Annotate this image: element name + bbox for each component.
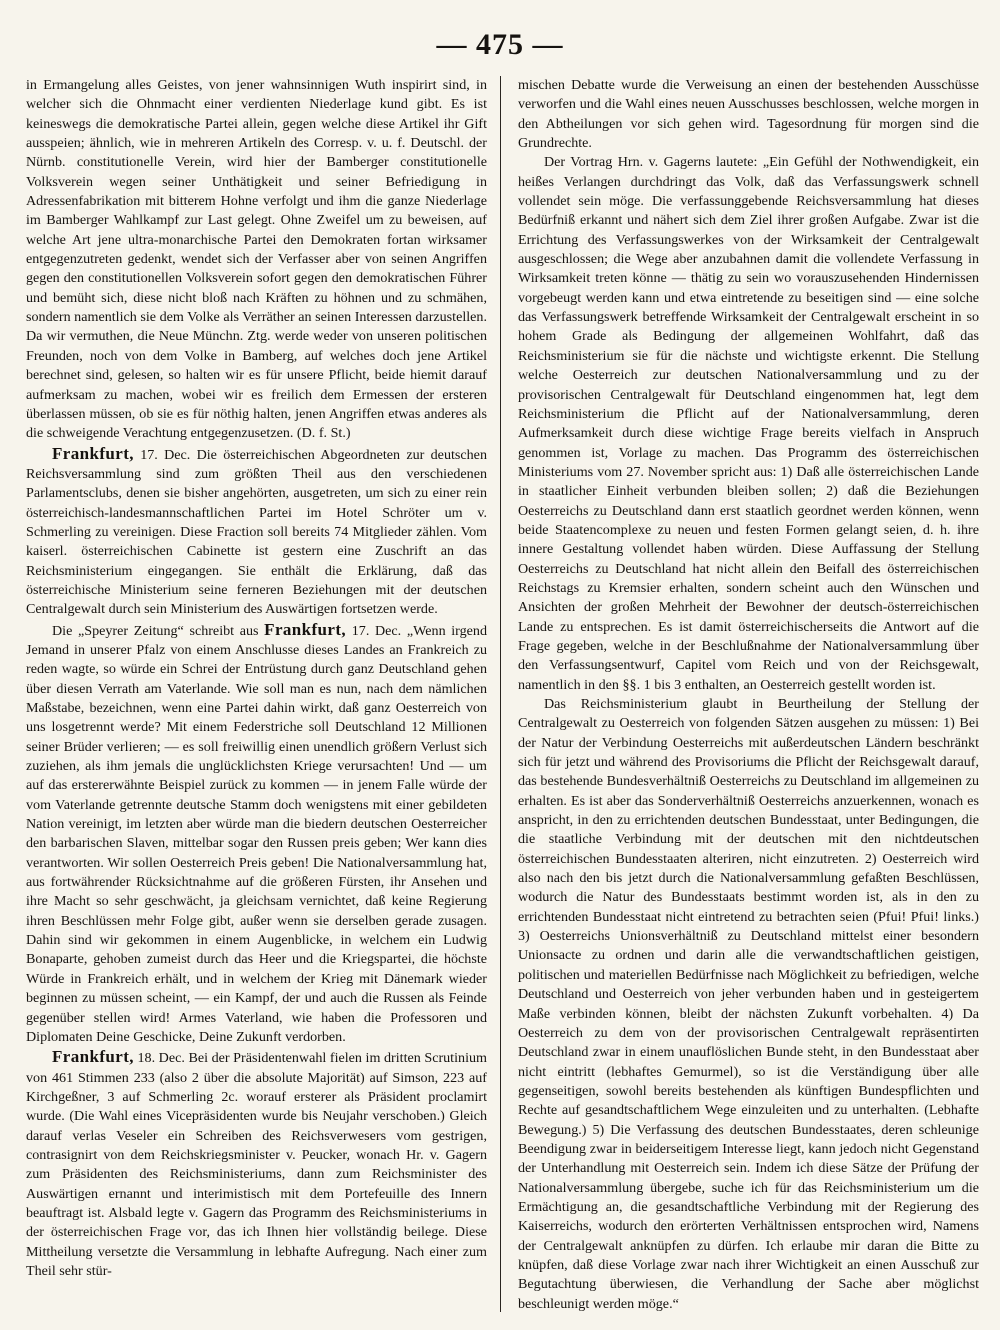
article-text: 17. Dec. Die österreichischen Abgeordneten zur deutschen Reichsversammlung sind zum größten Theil aus den verschiedenen Parlamentsclubs, denen sie bisher angehörten, ausgetreten, um sich zu einer rein österreichisch-landesmannschaftlichen Partei im Hotel Schröter um v. Schmerling zu vereinigen. Diese Fraction soll bereits 74 Mitglieder zählen. Vom kaiserl. österreichischen Cabinette ist gestern eine Zuschrift an das Reichsministerium eingegangen. Sie enthält die Erklärung, daß das österreichische Ministerium seine ferneren Beziehungen mit der deutschen Centralgewalt durch sein Ministerium des Auswärtigen fortsetzen werde. (26, 446, 487, 618)
article-paragraph (26, 444, 487, 620)
column-divider (500, 76, 501, 1312)
article-paragraph (26, 1047, 487, 1281)
article-paragraph: Der Vortrag Hrn. v. Gagerns lautete: „Ein Gefühl der Nothwendigkeit, ein heißes Verlangen durchdringt das Volk, daß das Verfassungswerk schnell vollendet sein möge. Die verfassunggebende Reichsversammlung hat dieses Bedürfniß erkannt und nähert sich dem Ziel ihrer großen Aufgabe. Zwar ist die Errichtung des Verfassungswerkes von der Wirksamkeit der Centralgewalt ausgeschlossen; die Wege aber anzubahnen damit die vollendete Verfassung in Wirksamkeit treten könne — thätig zu sein wo vorauszusehenden Hindernissen vorgebeugt werden kann und etwa eintretende zu beseitigen sind — eine solche das Verfassungswerk betreffende Wirksamkeit der Centralgewalt erscheint in so hohem Grade als Bedingung der allgemeinen Wohlfahrt, daß das Reichsministerium sie für die nächste und wichtigste erkennt. Die Stellung welche Oesterreich zur deutschen Nationalversammlung und zu der provisorischen Centralgewalt für Deutschland eingenommen hat, legt dem Reichsministerium die Pflicht auf der Nationalversammlung, deren Aufmerksamkeit durch diese wichtige Frage bereits vielfach in Anspruch genommen ist, Vorlage zu machen. Das Programm des österreichischen Ministeriums vom 27. November spricht aus: 1) Daß alle österreichischen Lande in staatlicher Einheit verbunden bleiben sollen; 2) daß die Beziehungen Oesterreichs zu Deutschland dann erst staatlich geordnet werden können, wenn beide Staatencomplexe zu neuen und festen Formen gelangt seien, d. h. ihre innere Gestaltung vollendet haben würden. Diese Auffassung der Stellung Oesterreichs zu Deutschland hat nicht allein den Beifall des österreichischen Reichstags zu Kremsier erhalten, sondern scheint auch den Wünschen und Ansichten der großen Mehrheit der Bewohner der deutsch-österreichischen Lande zu entsprechen. Es ist damit österreichischerseits die Antwort auf die Frage gegeben, welche in der Beschlußnahme der Nationalversammlung über den Verfassungsentwurf, Capitel vom Reich und von der Reichsgewalt, namentlich in den §§. 1 bis 3 enthalten, an Oesterreich gestellt worden ist. (518, 154, 979, 693)
dateline-place: Frankfurt, (52, 1047, 134, 1067)
page-number: — 475 — (436, 28, 564, 61)
dateline-place: Frankfurt, (52, 443, 134, 463)
right-column (518, 76, 979, 1316)
dateline-place: Frankfurt, (264, 619, 347, 639)
article-paragraph: mischen Debatte wurde die Verweisung an einen der bestehenden Ausschüsse verworfen und die Wahl eines neuen Ausschusses beschlossen, welche morgen in den Abtheilungen vor sich gehen wird. Tagesordnung für morgen sind die Grundrechte. (518, 77, 979, 152)
article-text: 17. Dec. „Wenn irgend Jemand in unserer Pfalz von einem Anschlusse dieses Landes an Frankreich zu reden wagte, so würde ein Schrei der Entrüstung durch ganz Deutschland gehen über diesen Verrath am Vaterlande. Wie soll man es nun, nach dem nämlichen Maßstabe, bezeichnen, wenn eine Partei dahin wirkt, daß ganz Oesterreich von uns losgetrennt werde? Mit einem Federstriche soll Deutschland 12 Millionen seiner Brüder verlieren; — es soll freiwillig einen unendlich größern Verlust sich zuziehen, als ihm jemals die unglücklichsten Kriege verursachten! Und — um auf das erstererwähnte Beispiel zurück zu kommen — in jenem Falle würde der vom Vaterlande getrennte deutsche Stamm doch wenigstens mit einer gebildeten Nation vereinigt, im letzten aber würde man die biedern deutschen Oesterreicher den barbarischen Slaven, mittelbar sogar den Russen preis geben; Wer kann dies verantworten. Wir sollen Oesterreich Preis geben! Die Nationalversammlung hat, aus fortwährender Rücksichtnahme auf die größeren Fürsten, ihr Ansehen und ihre Macht so sehr geschwächt, ja gleichsam vernichtet, daß keine Regierung ihren Beschlüssen mehr Folge gibt, außer wenn sie derselben gerade zusagen. Dahin sind wir gekommen in einem Augenblicke, in welchem ein Ludwig Bonaparte, gehoben zumeist durch das Heer und die Kriegspartei, die höchste Würde in Frankreich erhält, und in welchem der Krieg mit Dänemark wieder beginnen zu müssen scheint, — ein Kampf, der und auch die Russen als Feinde gegenüber stellen wird! Armes Vaterland, wie haben die Professoren und Diplomaten Deine Geschicke, Deine Zukunft verdorben. (26, 622, 487, 1045)
article-text: Die „Speyrer Zeitung“ schreibt aus (52, 622, 265, 639)
article-paragraph: Das Reichsministerium glaubt in Beurtheilung der Stellung der Centralgewalt zu Oesterreich von folgenden Sätzen ausgehen zu müssen: 1) Bei der Natur der Verbindung Oesterreichs mit außerdeutschen Ländern beschränkt sich für jetzt und während des Provisoriums die Pflicht der Reichsgewalt darauf, das bestehende Bundesverhältniß Oesterreichs zu Deutschland im allgemeinen zu erhalten. Es ist aber das Sonderverhältniß Oesterreichs anzuerkennen, wonach es anspricht, in den zu errichtenden deutschen Bundesstaat, unter Bedingungen, die die staatliche Verbindung mit der deutschen mit den nichtdeutschen österreichischen Bundesstaaten alteriren, nicht einzutreten. 2) Oesterreich wird also nach den bis jetzt durch die Nationalversammlung gefaßten Beschlüssen, wodurch die Natur des Bundesstaats bestimmt worden ist, als in den zu errichtenden Bundesstaat nicht eintretend zu betrachten seien (Pfui! Pfui! links.) 3) Oesterreichs Unionsverhältniß zu Deutschland mittelst einer besondern Unionsacte zu ordnen und darin alle die verwandtschaftlichen geistigen, politischen und materiellen Bedürfnisse nach Möglichkeit zu befriedigen, welche Deutschland und Oesterreich von jeher verbunden haben und in gesteigertem Maße verbinden können, bleibt der nächsten Zukunft vorbehalten. 4) Da Oesterreich zu dem von der provisorischen Centralgewalt repräsentirten Deutschland zwar in einem unauflöslichen Bunde steht, in den Bundesstaat aber nicht eintritt (lebhaftes Gemurmel), so ist die Verständigung über alle gegenseitigen, sowohl bereits bestehenden als künftigen Bundespflichten und Rechte auf gesandtschaftlichem Wege einzuleiten und zu unterhalten. (Lebhafte Bewegung.) 5) Die Verfassung des deutschen Bundesstaates, deren schleunige Beendigung zwar in beiderseitigem Interesse liegt, kann jedoch nicht Gegenstand der Unterhandlung mit Oesterreich sein. Indem ich diese Sätze der Prüfung der Nationalversammlung übergebe, suche ich für das Reichsministerium um die Ermächtigung an, die gesandtschaftliche Verbindung mit der Regierung des Kaiserreichs, wodurch den erörterten Verhältnissen entsprochen wird, Namens der Centralgewalt anknüpfen zu dürfen. Ich erlaube mir daran die Bitte zu knüpfen, daß diese Vorlage zwar nach ihrer Wichtigkeit an einen Ausschuß zur Begutachtung überwiesen, die Verhandlung der Sache aber möglichst beschleunigt werden möge.“ (518, 696, 979, 1312)
article-text: 18. Dec. Bei der Präsidentenwahl fielen im dritten Scrutinium von 461 Stimmen 233 (also 2 über die absolute Majorität) auf Simson, 223 auf Kirchgeßner, 3 auf Schmerling 2c. worauf ersterer als Präsident proclamirt wurde. (Die Wahl eines Vicepräsidenten wurde bis Neujahr verschoben.) Gleich darauf verlas Veseler ein Schreiben des Reichsverwesers vom gestrigen, contrasignirt von dem Reichskriegsminister v. Peucker, wonach Hr. v. Gagern zum Präsidenten des Reichsministeriums, dann zum Reichsminister des Auswärtigen ernannt und interimistisch mit dem Portefeuille des Innern beauftragt ist. Alsbald legte v. Gagern das Programm des Reichsministeriums in der österreichischen Frage vor, das ich Ihnen hier vollständig beilege. Diese Mittheilung versetzte die Versammlung in lebhafte Aufregung. Nach einer zum Theil sehr stür- (26, 1050, 487, 1279)
left-column (26, 76, 487, 1316)
article-paragraph (26, 620, 487, 1048)
article-paragraph: in Ermangelung alles Geistes, von jener wahnsinnigen Wuth inspirirt sind, in welcher sich die Ohnmacht einer verdienten Niederlage kund gibt. Es ist keineswegs die demokratische Partei allein, gegen welche diese Artikel ihr Gift ausspeien; ähnlich, wie in mehreren Artikeln des Corresp. v. u. f. Deutschl. der Nürnb. constitutionelle Verein, wird hier der Bamberger constitutionelle Volksverein wegen seiner Unthätigkeit und seiner Befriedigung in Adressenfabrikation mit bitterem Hohne verfolgt und ihm die ganze Niederlage im Bamberger Wahlkampf zur Last gelegt. Ohne Zweifel um zu beweisen, auf welche Art jene ultra-monarchische Partei den Demokraten fortan wirksamer entgegenzutreten gedenkt, wendet sich der Verfasser aber von seinen Angriffen gegen den constitutionellen Volksverein sofort gegen den demokratischen Führer und bemüht sich, diese nicht bloß nach Kräften zu höhnen und zu schmähen, sondern namentlich sie dem Volke als Verräther an seinen Interessen darzustellen. Da wir vermuthen, die Neue Münchn. Ztg. werde weder von unseren politischen Freunden, noch von dem Volke in Bamberg, auf welches doch jene Artikel berechnet sind, gelesen, so halten wir es für unsere Pflicht, beide hiemit darauf aufmerksam zu machen, wobei wir es freilich dem Ermessen der ersteren überlassen müssen, ob sie es für nöthig halten, jenen Angriffen etwas anderes als die schweigende Verachtung entgegenzusetzen. (D. f. St.) (26, 77, 487, 442)
